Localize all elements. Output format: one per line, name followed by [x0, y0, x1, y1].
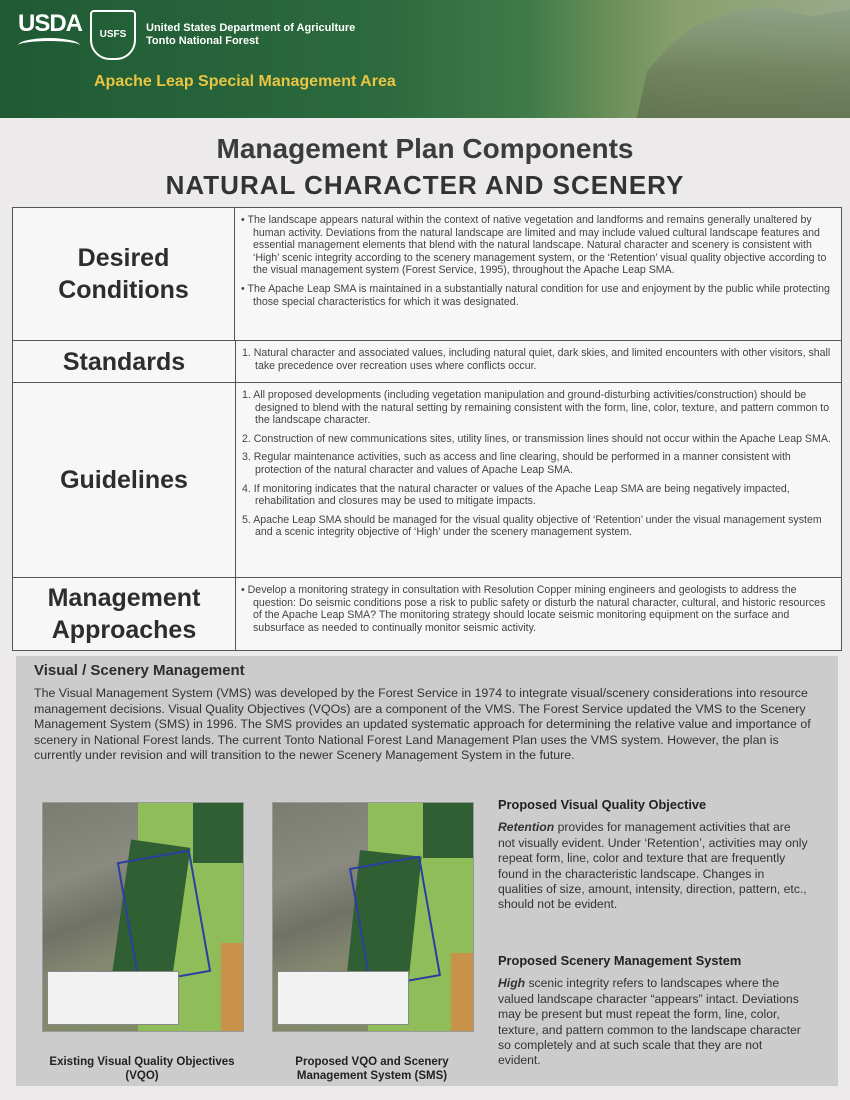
label-management-approaches — [13, 578, 236, 650]
agency-line-2: Tonto National Forest — [146, 35, 259, 47]
area-title: Apache Leap Special Management Area — [94, 73, 396, 90]
guideline-item-3: 3. Regular maintenance activities, such as access and line clearing, should be performed in a manner consistent with protection of the natural character and values of Apache Leap SMA. — [242, 451, 791, 476]
header-banner — [0, 0, 850, 118]
agency-name — [146, 22, 355, 48]
sms-heading: Proposed Scenery Management System — [498, 953, 742, 968]
map-retention-area-2 — [193, 803, 243, 863]
plan-table — [12, 207, 842, 651]
vqo-section — [498, 797, 808, 913]
row-guidelines — [13, 383, 841, 578]
row-desired-conditions — [13, 208, 841, 341]
standards-body — [239, 341, 835, 372]
map1-caption: Existing Visual Quality Objectives (VQO) — [49, 1056, 235, 1082]
approaches-item-1: • Develop a monitoring strategy in consultation with Resolution Copper mining engineers and geologists to address the question: Do seismic conditions pose a risk to public safety or disturb the natural character, cultural, and historic resources of the Apache Leap SMA? The monitoring strategy should locate seismic monitoring equipment on the surface and subsurface as needed to continually monitor seismic activity. — [241, 584, 826, 634]
agency-line-1: United States Department of Agriculture — [146, 22, 356, 34]
guideline-item-2: 2. Construction of new communications sites, utility lines, or transmission lines should not occur within the Apache Leap SMA. — [242, 432, 831, 445]
approaches-body — [239, 578, 835, 634]
desired-conditions-body — [239, 208, 835, 308]
sms-term: High — [498, 976, 526, 991]
map-legend — [277, 971, 409, 1025]
guideline-item-5: 5. Apache Leap SMA should be managed for the visual quality objective of ‘Retention’ under the visual management system and a scenic integrity objective of ‘High’ under the scenery management system. — [242, 513, 822, 539]
label-approaches-line-1: Management — [47, 584, 201, 612]
visual-heading: Visual / Scenery Management — [34, 662, 245, 679]
guideline-item-4: 4. If monitoring indicates that the natural character or values of the Apache Leap SMA are being negatively impacted, rehabilitation and closures may be used to mitigate impacts. — [242, 482, 790, 508]
label-desired-conditions: Desired Conditions — [13, 208, 235, 340]
desired-item-2: • The Apache Leap SMA is maintained in a substantially natural condition for use and enjoyment by the public while protecting those special characteristics for which it was designated. — [241, 282, 830, 308]
usda-logo: USDA — [18, 10, 83, 37]
guidelines-body — [239, 383, 835, 539]
desired-item-1: • The landscape appears natural within the context of native vegetation and landforms and remains generally unaltered by human activity. Deviations from the natural landscape are limited and may include valued cultural landscape features and essential management elements that blend with the natural landscape. Natural character and scenery is consistent with ‘High’ scenic integrity according to the scenery management system, or the ‘Retention’ visual quality objective according to the visual management system (Forest Service, 1995), throughout the Apache Leap SMA. — [241, 214, 827, 277]
visual-paragraph: The Visual Management System (VMS) was developed by the Forest Service in 1974 to integrate visual/scenery considerations into resource management decisions. Visual Quality Objectives (VQOs) are a component of the VMS. The Forest Service updated the VMS to the Scenery Management System (SMS) in 1996. The SMS provides an updated systematic approach for determining the relative value and importance of scenery in National Forest lands. The current Tonto National Forest Land Management Plan uses the VMS system. However, the plan is currently under revision and will transition to the newer Scenery Management System in the future. — [34, 686, 811, 763]
row-standards — [13, 341, 841, 383]
vqo-heading: Proposed Visual Quality Objective — [498, 797, 707, 812]
map-retention-area-2 — [423, 803, 473, 858]
sms-section — [498, 953, 808, 1069]
vqo-text: Retention provides for management activities that are not visually evident. Under ‘Retention’, activities may only repeat form, line, color and texture that are frequently found in the characteristic landscape. Changes in qualities of size, amount, intensity, direction, pattern, etc., should not be evident. — [498, 820, 808, 912]
map-modification-area — [221, 943, 243, 1031]
visual-scenery-panel — [16, 656, 838, 1086]
label-standards: Standards — [13, 341, 236, 382]
page-subtitle: NATURAL CHARACTER AND SCENERY — [165, 170, 685, 200]
page-title: Management Plan Components — [216, 133, 634, 164]
guideline-item-1: 1. All proposed developments (including vegetation manipulation and ground-disturbing activities/construction) should be designed to blend with the natural setting by remaining consistent with the form, line, color, texture, and pattern common to the landscape character. — [242, 389, 830, 427]
label-guidelines: Guidelines — [13, 383, 236, 577]
map-proposed-vqo-sms — [272, 802, 474, 1032]
map-legend — [47, 971, 179, 1025]
sms-text: High scenic integrity refers to landscapes where the valued landscape character “appears” intact. Deviations may be present but must repeat the form, line, color, texture, and pattern common to the landscape character so completely and at such scale that they are not evident. — [498, 976, 801, 1068]
forest-service-shield-icon: USFS — [90, 10, 136, 60]
usda-swoosh-icon — [18, 38, 80, 53]
vqo-term: Retention — [498, 820, 555, 835]
cliff-photo — [590, 0, 850, 118]
map-existing-vqo — [42, 802, 244, 1032]
standards-item-1: 1. Natural character and associated values, including natural quiet, dark skies, and limited encounters with other visitors, shall take precedence over recreation uses where conflicts occur. — [242, 347, 831, 372]
map-modification-area — [451, 953, 473, 1031]
row-management-approaches — [13, 578, 841, 650]
label-approaches-line-2: Approaches — [51, 616, 197, 644]
map2-caption: Proposed VQO and Scenery Management System (SMS) — [295, 1056, 449, 1082]
